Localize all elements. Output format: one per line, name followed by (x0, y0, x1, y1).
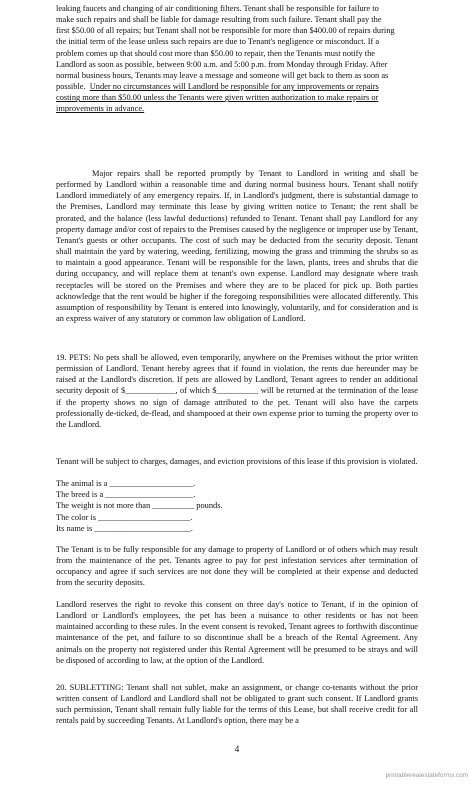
violation-paragraph (56, 456, 418, 467)
text-line: first $50.00 of all repairs; but Tenant shall not be responsible for more than $400.00 of repairs during (56, 26, 395, 36)
text-line: normal business hours, Tenants may leave a message and someone will get back to them as soon as (56, 70, 389, 80)
pet-damage-paragraph (56, 544, 418, 589)
pet-field-name: Its name is _______________________. (56, 523, 193, 533)
pet-field-weight: The weight is not more than __________ pounds. (56, 501, 223, 511)
pet-field-breed: The breed is a _____________________. (56, 490, 196, 500)
page-number: 4 (234, 744, 240, 754)
major-repairs-paragraph (56, 168, 418, 324)
text-line: leaking faucets and changing of air conditioning filters. Tenant shall be responsible for failure to (56, 4, 379, 13)
text-line: the initial term of the lease unless such repairs are due to Tenant's negligence or misconduct. If a (56, 37, 380, 47)
text-line: make such repairs and shall be liable for damage resulting from such failure. Tenant shall pay the (56, 15, 382, 25)
text-line: problem comes up that should cost more than $50.00 to repair, then the Tenants must notify the (56, 48, 375, 58)
paragraph-text: Landlord reserves the right to revoke this consent on three day's notice to Tenant, if in the opinion of Landlord or Landlord's employees, the pet has been a nuisance to other residents or has not been maintained according to these rules. In the event consent is revoked, Tenant agrees to forthwith discontinue maintenance of the pet, and failure to so discontinue shall be a breach of the Rental Agreement. Any animals on the property not registered under this Rental Agreement will be presumed to be strays and will be disposed of according to law, at the option of the Landlord. (56, 600, 418, 665)
source-watermark: printablerealestateforms.com (385, 772, 468, 779)
paragraph-text: 19. PETS: No pets shall be allowed, even temporarily, anywhere on the Premises without the prior written permission of Landlord. Tenant hereby agrees that if found in violation, the rents due hereunder may be raised at the Landlord's discretion. If pets are allowed by Landlord, Tenant agrees to render an additional security deposit of $____________, of which $__________ will be returned at the termination of the lease if the property shows no sign of damage attributed to the pet. Tenant will also have the carpets professionally de-ticked, de-flead, and shampooed at their own expense prior to turning the property over to the Landlord. (56, 353, 418, 429)
paragraph-text: Tenant will be subject to charges, damages, and eviction provisions of this lease if this provision is violated. (56, 457, 418, 466)
text-line: Landlord as soon as possible, between 9:00 a.m. and 5:00 p.m. from Monday through Friday. After (56, 59, 388, 69)
subletting-paragraph (56, 682, 418, 727)
pet-field-color: The color is ______________________. (56, 512, 193, 522)
paragraph-text: Major repairs shall be reported promptly by Tenant to Landlord in writing and shall be performed by Landlord within a reasonable time and during normal business hours. Tenant shall notify Landlord immediately of any emergency repairs. If, in Landlord's judgment, there is substantial damage to the Premises, Landlord may terminate this lease by giving written notice to Tenant; the rent shall be prorated, and the balance (less lawful deductions) refunded to Tenant. Tenant shall pay Landlord for any property damage and/or cost of repairs to the Premises caused by the negligence or improper use by Tenant, Tenant's guests or other occupants. The cost of such may be deducted from the security deposit. Tenant shall maintain the yard by watering, weeding, fertilizing, mowing the grass and trimming the shrubs so as to maintain a good appearance. Tenant will be responsible for the lawn, plants, trees and shrubs that die during occupancy, and will replace them at tenant's own expense. Landlord may designate where trash receptacles will be stored on the Premises and where they are to be placed for pick up. Both parties acknowledge that the rent would be higher if the foregoing responsibilities were allocated differently. This assumption of responsibility by Tenant is entered into knowingly, voluntarily, and for consideration and is an express waiver of any statutory or common law obligation of Landlord. (56, 169, 418, 324)
consent-revoke-paragraph (56, 599, 418, 666)
pet-fields (56, 478, 418, 534)
paragraph-text: 20. SUBLETTING: Tenant shall not sublet, make an assignment, or change co-tenants without the prior written consent of Landlord and Landlord shall not be obligated to grant such consent. If Landlord grants such permission, Tenant shall remain fully liable for the terms of this Lease, but shall receive credit for all rentals paid by succeeding Tenants. At Landlord's option, there may be a (56, 683, 418, 726)
paragraph-text: The Tenant is to be fully responsible for any damage to property of Landlord or of others which may result from the maintenance of the pet. Tenants agree to pay for pest infestation services after termination of occupancy and agree if such services are not done they will be completed at their expense and deducted from the security deposits. (56, 545, 418, 588)
text-line (56, 81, 418, 92)
repairs-paragraph (56, 3, 418, 115)
underlined-clause: Under no circumstances will Landlord be responsible for any improvements or repairs (89, 82, 379, 92)
underlined-clause-line: improvements in advance. (56, 104, 145, 114)
underlined-clause-line: costing more than $50.00 unless the Tenants were given written authorization to make repairs or (56, 93, 379, 103)
pet-field-animal: The animal is a ____________________. (56, 479, 196, 488)
possible-text: possible. (56, 82, 86, 92)
pets-paragraph (56, 352, 418, 430)
